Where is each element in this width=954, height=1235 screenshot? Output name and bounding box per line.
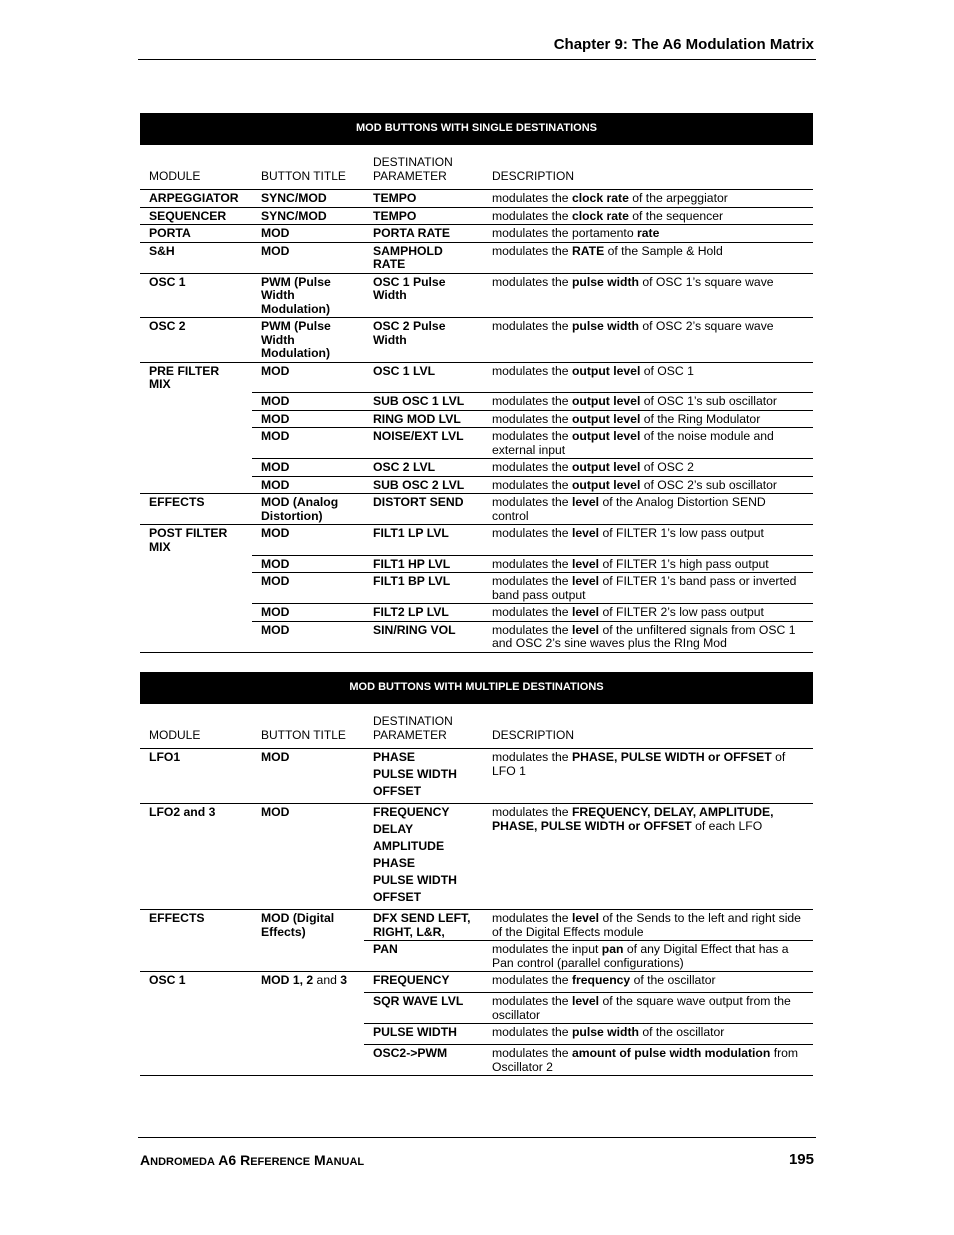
description-cell [483,910,813,941]
button-title-text: MOD 1, 2 [261,973,314,987]
description-text: of any Digital Effect that has a Pan control (parallel configurations) [492,942,789,970]
destination-cell: FILT2 LP LVL [364,604,483,622]
table-row [140,621,813,652]
description-cell [483,555,813,573]
description-text: modulates the [492,750,572,764]
description-text: of OSC 1’s square wave [638,274,774,289]
page-number: 195 [788,1151,814,1168]
description-emphasis: level [571,556,600,571]
description-text: of the sequencer [628,208,724,223]
column-header: DESCRIPTION [483,145,813,190]
description-emphasis: level [571,994,600,1008]
destination-item: FREQUENCY [373,805,450,819]
description-cell [483,494,813,525]
column-header: BUTTON TITLE [252,145,364,190]
module-cell [140,993,252,1024]
destination-item: DELAY [373,822,414,836]
destination-item: PULSE WIDTH [373,767,457,781]
button-title-cell: MOD [252,573,364,604]
table-row [140,393,813,411]
description-emphasis: clock rate [571,208,629,223]
module-cell [140,393,252,411]
description-cell [483,972,813,993]
description-text: of the Sends to the left and right side of the Digital Effects module [492,911,801,939]
description-cell [483,318,813,363]
destination-cell: FILT1 LP LVL [364,525,483,556]
table-body [140,704,813,1076]
description-cell [483,362,813,393]
description-text: modulates the [492,574,572,588]
description-text: modulates the [492,495,572,509]
table-row [140,459,813,477]
description-emphasis: level [571,495,600,509]
table-banner: MOD BUTTONS WITH MULTIPLE DESTINATIONS [140,672,813,704]
module-cell: PORTA [140,225,252,243]
column-header: MODULE [140,704,252,749]
module-cell: PRE FILTER MIX [149,363,220,391]
module-cell: SEQUENCER [140,207,252,225]
footer-rule [138,1137,816,1138]
destination-cell: TEMPO [364,207,483,225]
description-emphasis: amount of pulse width modulation [571,1046,771,1060]
destination-cell [364,749,483,804]
manual-title: ANDROMEDA A6 REFERENCE MANUAL [140,1152,365,1168]
button-title-cell: MOD [252,459,364,477]
destination-cell [364,804,483,910]
destination-item: OFFSET [373,890,422,904]
description-cell [483,273,813,318]
description-emphasis: RATE [571,243,605,258]
module-cell: OSC 1 [140,273,252,318]
destination-item: PAN [373,942,398,956]
button-title-cell [252,1024,364,1045]
description-text: of the Analog Distortion SEND control [492,495,766,523]
destination-item: FREQUENCY [373,973,450,987]
destination-cell: SIN/RING VOL [364,621,483,652]
description-emphasis: output level [571,460,641,474]
description-text: modulates the [492,411,572,426]
column-header: DESTINATION PARAMETER [364,704,483,749]
button-title-cell: MOD (Digital Effects) [261,911,335,939]
single-destinations-table [140,113,813,653]
button-title-cell: MOD [252,428,364,459]
description-text: modulates the [492,805,572,819]
description-text: of each LFO [691,818,763,833]
table-body [140,145,813,653]
table-row [140,428,813,459]
destination-cell: FILT1 HP LVL [364,555,483,573]
module-cell: ARPEGGIATOR [140,190,252,208]
description-text: modulates the [492,394,572,408]
description-text: modulates the [492,363,572,378]
description-text: of the oscillator [630,973,716,987]
module-cell: OSC 2 [140,318,252,363]
description-text: modulates the [492,1025,572,1039]
destination-cell [364,910,483,941]
description-emphasis: level [571,574,600,588]
description-emphasis: pulse width [571,319,639,333]
description-cell [483,242,813,273]
description-text: of OSC 1’s sub oscillator [640,394,777,408]
description-text: modulates the [492,1046,572,1060]
description-emphasis: pulse width [571,1025,639,1039]
button-title-cell [252,1045,364,1076]
destination-item: PULSE WIDTH [373,873,457,887]
table-row [140,207,813,225]
destination-cell: OSC 1 LVL [364,362,483,393]
table-row [140,362,813,393]
destination-cell: SUB OSC 2 LVL [364,476,483,494]
column-header: MODULE [140,145,252,190]
description-emphasis: output level [571,363,641,378]
button-title-cell: MOD [252,410,364,428]
module-cell: EFFECTS [149,911,205,925]
table-row [140,555,813,573]
description-emphasis: output level [571,394,641,408]
description-cell [483,621,813,652]
destination-cell: SAMPHOLD RATE [364,242,483,273]
table-row [140,573,813,604]
button-title-cell: MOD [252,225,364,243]
description-cell [483,941,813,972]
button-title-cell: MOD [252,804,364,910]
destination-item: OSC2->PWM [373,1046,448,1060]
module-cell: LFO2 and 3 [140,804,252,910]
description-text: modulates the [492,526,572,540]
description-text: modulates the [492,208,572,223]
description-emphasis: FREQUENCY, DELAY, AMPLITUDE, PHASE, PULSE WIDTH or OFFSET [492,805,774,833]
module-cell: S&H [140,242,252,273]
description-text: modulates the [492,556,572,571]
button-title-cell: MOD [252,525,364,556]
destination-item: PHASE [373,750,415,764]
table-row [140,525,813,556]
description-text: of the noise module and external input [492,429,774,457]
description-text: modulates the [492,477,572,492]
table-row [140,804,813,910]
description-text: modulates the [492,973,572,987]
table-row [140,410,813,428]
button-title-cell: MOD [252,362,364,393]
button-title-cell: MOD [252,242,364,273]
module-cell [140,604,252,622]
destination-cell [364,1024,483,1045]
module-cell [140,410,252,428]
description-text: modulates the [492,429,572,443]
button-title-cell: MOD [252,555,364,573]
description-text: of OSC 2 [640,460,694,474]
destination-item: PHASE [373,856,415,870]
description-emphasis: output level [571,477,641,492]
header-rule [138,59,816,60]
destination-cell [364,941,483,972]
button-title-cell [252,941,364,972]
destination-cell [364,972,483,993]
description-emphasis: output level [571,411,641,426]
destination-cell [364,1045,483,1076]
table-row [140,1024,813,1045]
description-text: modulates the [492,911,572,925]
description-emphasis: frequency [571,973,631,987]
description-cell [483,525,813,556]
destination-item: PULSE WIDTH [373,1025,457,1039]
column-header: DESTINATION PARAMETER [364,145,483,190]
description-emphasis: level [571,911,600,925]
table-row [140,941,813,972]
destination-cell: PORTA RATE [364,225,483,243]
table-banner: MOD BUTTONS WITH SINGLE DESTINATIONS [140,113,813,145]
column-header: BUTTON TITLE [252,704,364,749]
destination-cell: TEMPO [364,190,483,208]
table-row [140,273,813,318]
destination-item: OFFSET [373,784,422,798]
description-text: of OSC 1 [640,363,694,378]
destination-cell: NOISE/EXT LVL [364,428,483,459]
module-cell [140,476,252,494]
table-row [140,242,813,273]
description-emphasis: clock rate [571,191,629,205]
button-title-cell: MOD [252,393,364,411]
description-text: of FILTER 1’s low pass output [599,526,764,540]
description-text: of FILTER 2’s low pass output [599,605,764,619]
module-cell [140,621,252,652]
table-row [140,749,813,804]
description-cell [483,1024,813,1045]
button-title-cell: MOD [252,749,364,804]
description-emphasis: level [571,526,600,540]
description-text: of the unfiltered signals from OSC 1 and OSC 2’s sine waves plus the RIng Mod [492,622,796,650]
table-row [140,190,813,208]
button-title-cell: MOD [252,604,364,622]
description-text: of the square wave output from the oscillator [492,994,791,1022]
button-title-cell: MOD (Analog Distortion) [252,494,364,525]
description-emphasis: rate [636,226,660,240]
description-text: modulates the [492,191,572,205]
description-text: modulates the [492,605,572,619]
destination-cell: OSC 2 Pulse Width [364,318,483,363]
destination-item: SQR WAVE LVL [373,994,464,1008]
description-cell [483,804,813,910]
table-row [140,910,813,941]
module-cell: LFO1 [140,749,252,804]
table-row [140,972,813,993]
description-text: modulates the [492,622,572,637]
chapter-title: Chapter 9: The A6 Modulation Matrix [553,36,814,53]
module-cell: POST FILTER MIX [149,526,228,554]
button-title-cell: PWM (Pulse Width Modulation) [252,318,364,363]
description-cell [483,459,813,477]
button-title-cell [252,993,364,1024]
table-row [140,993,813,1024]
description-text: modulates the [492,243,572,258]
description-cell [483,428,813,459]
description-text: modulates the [492,274,572,289]
button-title-cell [252,972,364,993]
description-text: modulates the [492,460,572,474]
destination-cell: SUB OSC 1 LVL [364,393,483,411]
module-cell [140,555,252,573]
description-text: of the arpeggiator [628,191,728,205]
description-text: of the Ring Modulator [640,411,761,426]
description-cell [483,225,813,243]
multiple-destinations-table [140,672,813,1076]
destination-cell: DISTORT SEND [364,494,483,525]
module-cell [140,941,252,972]
table-row [140,604,813,622]
description-text: of LFO 1 [492,750,786,778]
description-cell [483,573,813,604]
button-title-cell: PWM (Pulse Width Modulation) [252,273,364,318]
button-title-cell: MOD [252,621,364,652]
destination-cell: OSC 1 Pulse Width [364,273,483,318]
description-emphasis: output level [571,429,641,443]
destination-item: DFX SEND LEFT, RIGHT, L&R, [373,911,471,939]
destination-cell: OSC 2 LVL [364,459,483,477]
description-text: of the Sample & Hold [604,243,723,258]
module-cell: EFFECTS [140,494,252,525]
description-emphasis: level [571,622,600,637]
description-emphasis: level [571,605,600,619]
description-text: from Oscillator 2 [492,1046,799,1074]
button-title-text: 3 [340,973,348,987]
description-text: of FILTER 1’s band pass or inverted band pass output [492,574,797,602]
description-text: of FILTER 1’s high pass output [599,556,769,571]
button-title-text: and [313,973,341,987]
button-title-cell: MOD [252,476,364,494]
button-title-cell: SYNC/MOD [252,207,364,225]
destination-cell [364,993,483,1024]
description-emphasis: PHASE, PULSE WIDTH or OFFSET [571,750,772,764]
description-text: modulates the [492,994,572,1008]
destination-item: AMPLITUDE [373,839,445,853]
destination-cell: FILT1 BP LVL [364,573,483,604]
module-cell [140,459,252,477]
description-text: of OSC 2’s sub oscillator [640,477,777,492]
description-text: of the oscillator [638,1025,725,1039]
table-row [140,225,813,243]
module-cell [140,428,252,459]
table-row [140,476,813,494]
description-text: modulates the [492,319,572,333]
description-emphasis: pan [601,942,624,956]
description-text: modulates the input [492,942,602,956]
table-row [140,494,813,525]
module-cell [140,1024,252,1045]
description-cell [483,410,813,428]
description-emphasis: pulse width [571,274,639,289]
description-cell [483,1045,813,1076]
module-cell [140,573,252,604]
description-text: modulates the portamento [492,226,637,240]
description-cell [483,207,813,225]
button-title-cell: SYNC/MOD [252,190,364,208]
column-header: DESCRIPTION [483,704,813,749]
table-row [140,1045,813,1076]
module-cell: OSC 1 [149,973,186,987]
description-cell [483,393,813,411]
module-cell [140,1045,252,1076]
description-text: of OSC 2’s square wave [638,319,774,333]
description-cell [483,476,813,494]
description-cell [483,993,813,1024]
description-cell [483,190,813,208]
description-cell [483,604,813,622]
destination-cell: RING MOD LVL [364,410,483,428]
table-row [140,318,813,363]
description-cell [483,749,813,804]
